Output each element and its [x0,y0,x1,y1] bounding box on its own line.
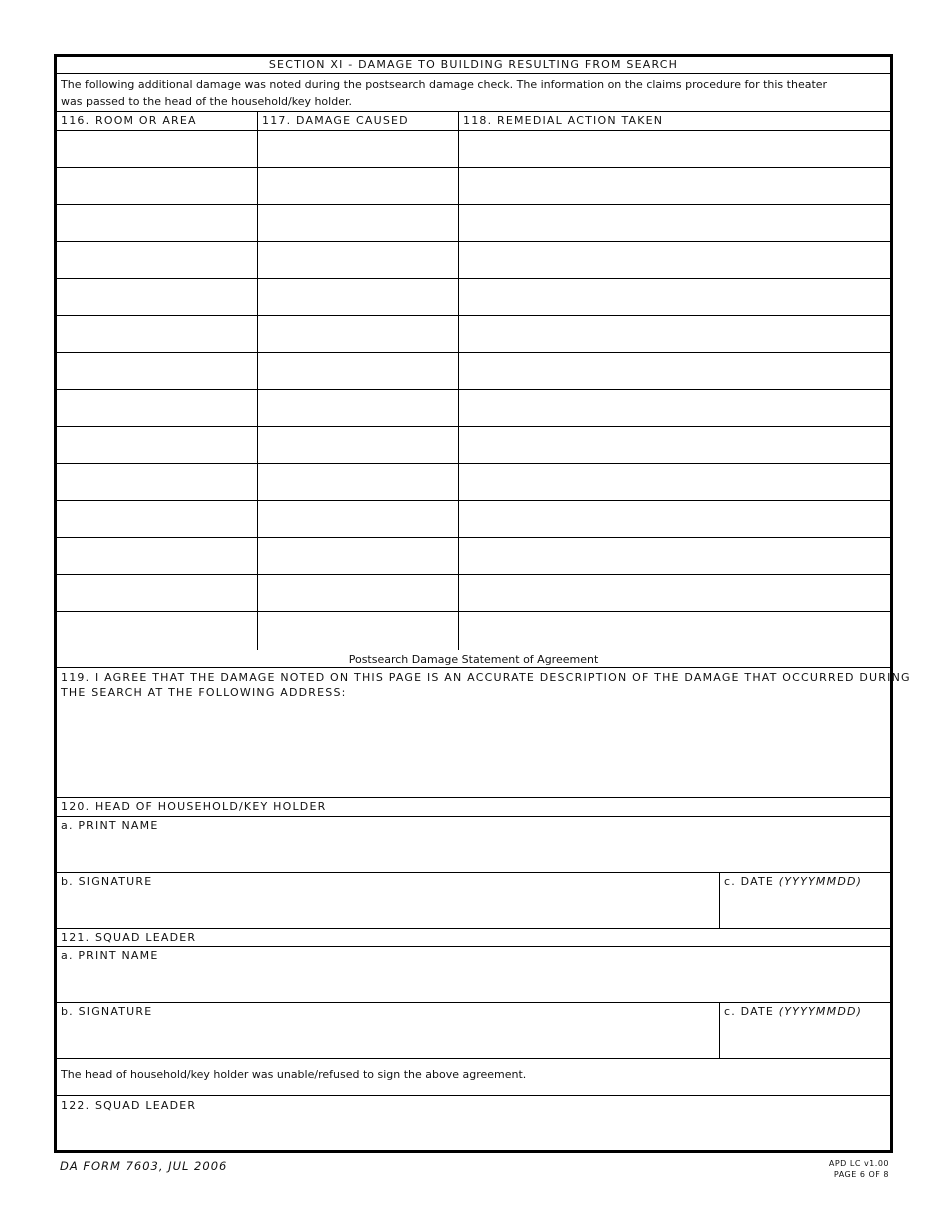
room-cell[interactable] [57,168,258,204]
item-119-line-1: 119. I AGREE THAT THE DAMAGE NOTED ON THIS PAGE IS AN ACCURATE DESCRIPTION OF THE DAMAGE THAT OCCURRED DURING [61,671,911,684]
table-row [57,242,890,279]
agreement-header [57,650,890,668]
room-cell[interactable] [57,353,258,389]
remedial-cell[interactable] [459,316,890,352]
table-row [57,131,890,168]
room-cell[interactable] [57,427,258,463]
damage-cell[interactable] [258,538,459,574]
room-cell[interactable] [57,501,258,537]
col-header-room: 116. ROOM OR AREA [57,112,258,130]
room-cell[interactable] [57,131,258,167]
squad-leader-signature-label: b. SIGNATURE [61,1005,153,1018]
table-row [57,205,890,242]
da-form-7603-page [54,54,911,1153]
damage-cell[interactable] [258,168,459,204]
room-cell[interactable] [57,205,258,241]
squad-leader-print-name-label: a. PRINT NAME [61,949,159,962]
remedial-cell[interactable] [459,168,890,204]
damage-cell[interactable] [258,464,459,500]
section-intro [57,74,890,112]
hoh-date-field[interactable] [720,873,890,928]
room-cell[interactable] [57,279,258,315]
table-row [57,353,890,390]
damage-cell[interactable] [258,390,459,426]
col-header-damage: 117. DAMAGE CAUSED [258,112,459,130]
damage-cell[interactable] [258,205,459,241]
table-row [57,168,890,205]
form-version: APD LC v1.00 [828,1159,889,1168]
intro-line-2: was passed to the head of the household/key holder. [61,95,352,108]
section-title: SECTION XI - DAMAGE TO BUILDING RESULTING FROM SEARCH [268,58,679,71]
remedial-cell[interactable] [459,279,890,315]
damage-cell[interactable] [258,353,459,389]
table-row [57,612,890,650]
form-id: DA FORM 7603, JUL 2006 [60,1159,228,1173]
damage-cell[interactable] [258,242,459,278]
remedial-cell[interactable] [459,575,890,611]
remedial-cell[interactable] [459,353,890,389]
damage-cell[interactable] [258,612,459,650]
hoh-print-name-label: a. PRINT NAME [61,819,159,832]
hoh-signature-row [57,873,890,929]
room-cell[interactable] [57,242,258,278]
hoh-signature-field[interactable] [57,873,720,928]
table-row [57,279,890,316]
hoh-date-format: (YYYYMMDD) [778,875,863,888]
refusal-row [57,1059,890,1096]
section-header [57,57,890,74]
table-row [57,501,890,538]
squad-leader-122-label: 122. SQUAD LEADER [61,1099,197,1112]
squad-leader-date-label: c. DATE [724,1005,779,1018]
room-cell[interactable] [57,612,258,650]
squad-leader-122-field[interactable] [57,1096,890,1150]
table-row [57,538,890,575]
table-row [57,464,890,501]
damage-cell[interactable] [258,316,459,352]
squad-leader-signature-row [57,1003,890,1059]
hoh-print-name-field[interactable] [57,817,890,873]
intro-line-1: The following additional damage was noted during the postsearch damage check. The information on the claims procedure for this theater [61,78,828,91]
item-119-line-2: THE SEARCH AT THE FOLLOWING ADDRESS: [61,686,347,699]
remedial-cell[interactable] [459,390,890,426]
room-cell[interactable] [57,575,258,611]
col-header-remedial: 118. REMEDIAL ACTION TAKEN [463,114,664,127]
squad-leader-date-field[interactable] [720,1003,890,1058]
damage-cell[interactable] [258,501,459,537]
table-row [57,316,890,353]
table-row [57,575,890,612]
remedial-cell[interactable] [459,612,890,650]
remedial-cell[interactable] [459,501,890,537]
footer-right [829,1158,889,1180]
damage-cell[interactable] [258,575,459,611]
remedial-cell[interactable] [459,464,890,500]
damage-cell[interactable] [258,279,459,315]
remedial-cell[interactable] [459,538,890,574]
remedial-cell[interactable] [459,242,890,278]
remedial-cell[interactable] [459,205,890,241]
squad-leader-print-name-field[interactable] [57,947,890,1003]
remedial-cell[interactable] [459,427,890,463]
squad-leader-date-format: (YYYYMMDD) [778,1005,863,1018]
table-row [57,390,890,427]
hoh-label: 120. HEAD OF HOUSEHOLD/KEY HOLDER [61,800,327,813]
damage-cell[interactable] [258,131,459,167]
hoh-header [57,798,890,817]
damage-table-body [57,131,890,650]
hoh-signature-label: b. SIGNATURE [61,875,153,888]
page-number: PAGE 6 OF 8 [833,1170,889,1179]
squad-leader-header [57,929,890,947]
remedial-cell[interactable] [459,131,890,167]
refusal-text: The head of household/key holder was unable/refused to sign the above agreement. [61,1068,527,1081]
room-cell[interactable] [57,390,258,426]
table-row [57,427,890,464]
room-cell[interactable] [57,538,258,574]
squad-leader-label: 121. SQUAD LEADER [61,931,197,944]
hoh-date-label: c. DATE [724,875,779,888]
address-field[interactable] [57,668,911,798]
room-cell[interactable] [57,464,258,500]
damage-table-header [57,112,890,131]
room-cell[interactable] [57,316,258,352]
agreement-title: Postsearch Damage Statement of Agreement [348,653,599,666]
squad-leader-signature-field[interactable] [57,1003,720,1058]
damage-cell[interactable] [258,427,459,463]
